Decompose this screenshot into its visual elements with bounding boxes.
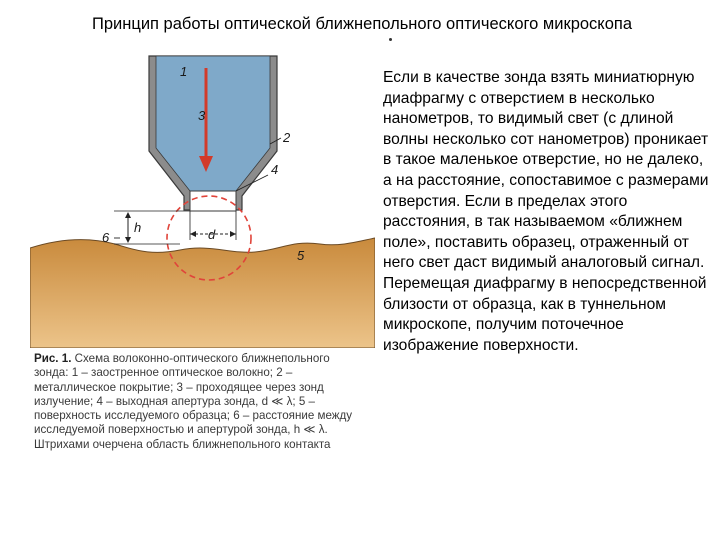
label-2: 2 (283, 130, 291, 145)
label-h: h (134, 220, 142, 235)
label-6: 6 (102, 230, 110, 245)
caption-figure-number: Рис. 1. (34, 352, 72, 365)
d-arrow-left (190, 231, 196, 237)
label-4: 4 (271, 162, 279, 177)
label-5: 5 (297, 248, 305, 263)
caption-text: Схема волоконно-оптического ближнепольного зонда: 1 – заостренное оптическое волокно; 2 – металлическое покрытие; 3 – проходящее через зонд излучение; 4 – выходная апертура зонда, d ≪ λ; 5 – поверхность исследуемого образца; 6 – расстояние между исследуемой поверхностью и апертурой зонда, h ≪ λ. Штрихами очерчена область ближнепольного контакта (34, 352, 353, 451)
h-arrow-top (125, 212, 131, 218)
output-aperture (190, 191, 236, 211)
slide-title: Принцип работы оптической ближнепольного оптического микроскопа (92, 15, 632, 33)
sample-surface (30, 238, 375, 348)
d-arrow-right (230, 231, 236, 237)
label-d: d (208, 227, 216, 242)
label-1: 1 (180, 64, 188, 79)
probe-diagram (30, 48, 375, 348)
label-3: 3 (198, 108, 206, 123)
title-dot (389, 38, 392, 41)
h-arrow-bottom (125, 237, 131, 243)
body-paragraph: Если в качестве зонда взять миниатюрную диафрагму с отверстием в несколько нанометров, то видимый свет (с длиной волны несколько сот нанометров) проникает в такое маленькое отверстие, но не далеко, а на расстояние, сопоставимое с размерами отверстия. Если в пределах этого расстояния, в так называемом «ближнем поле», поставить образец, отраженный от него свет даст видимый аналоговый сигнал. Перемещая диафрагму в непосредственной близости от образца, как в туннельном микроскопе, получим поточечное изображение поверхности. (383, 69, 709, 354)
figure-caption (34, 352, 364, 452)
